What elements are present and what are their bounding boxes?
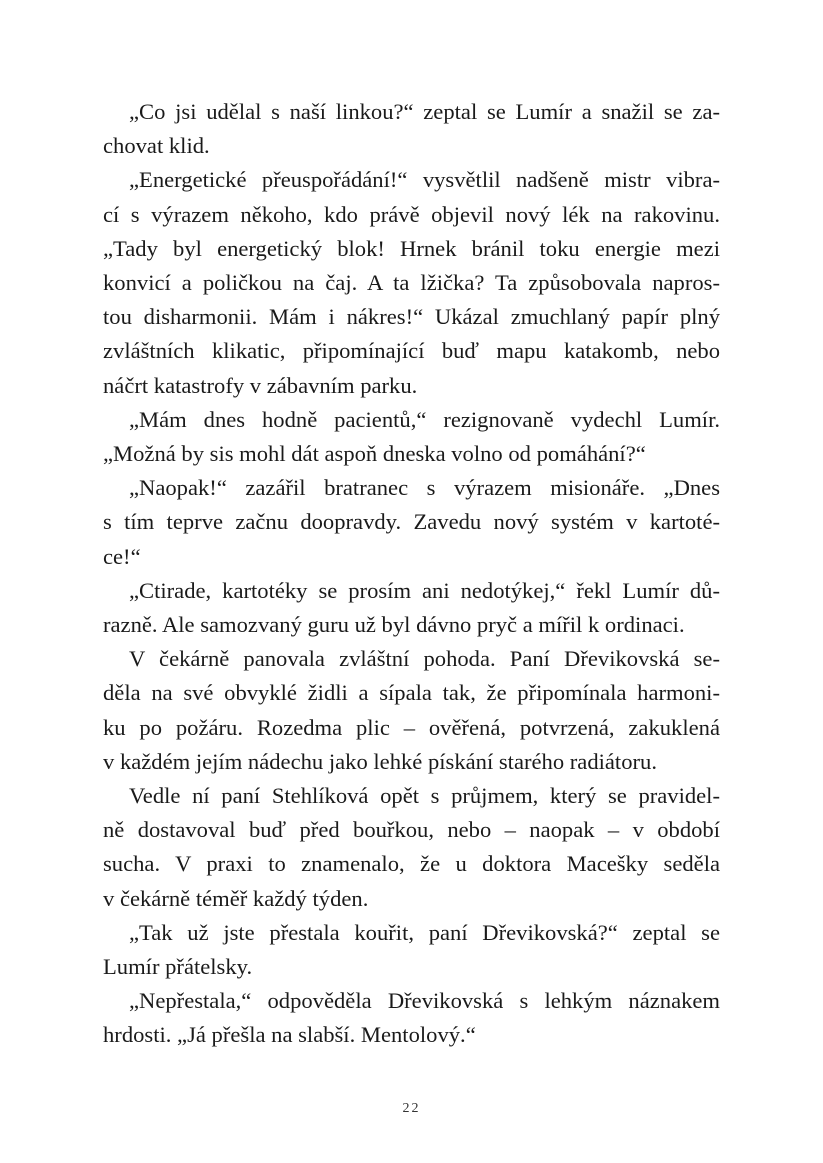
text-line: zvláštních klikatic, připomínající buď mapu katakomb, nebo — [103, 338, 720, 364]
text-line: „Nepřestala,“ odpověděla Dřevikovská s lehkým náznakem — [129, 988, 720, 1014]
paragraph — [103, 95, 720, 163]
paragraph — [103, 471, 720, 574]
text-line: chovat klid. — [103, 133, 210, 159]
text-line: razně. Ale samozvaný guru už byl dávno pryč a mířil k ordinaci. — [103, 612, 685, 638]
text-line: ně dostavoval buď před bouřkou, nebo – naopak – v období — [103, 817, 720, 843]
text-line: „Tady byl energetický blok! Hrnek bránil toku energie mezi — [103, 235, 720, 261]
text-line: náčrt katastrofy v zábavním parku. — [103, 372, 418, 398]
paragraph — [103, 642, 720, 779]
page-number: 22 — [402, 1101, 421, 1116]
text-line: „Mám dnes hodně pacientů,“ rezignovaně vydechl Lumír. — [129, 406, 720, 432]
text-line: „Co jsi udělal s naší linkou?“ zeptal se Lumír a snažil se za- — [129, 99, 720, 124]
text-line: „Ctirade, kartotéky se prosím ani nedotýkej,“ řekl Lumír dů- — [129, 577, 720, 603]
paragraph — [103, 163, 720, 402]
text-line: „Naopak!“ zazářil bratranec s výrazem misionáře. „Dnes — [129, 475, 720, 501]
text-line: konvicí a poličkou na čaj. A ta lžička? Ta způsobovala napros- — [103, 270, 720, 296]
paragraph — [103, 779, 720, 916]
text-line: děla na své obvyklé židli a sípala tak, že připomínala harmoni- — [103, 680, 720, 706]
paragraph — [103, 574, 720, 642]
text-line: v každém jejím nádechu jako lehké pískání starého radiátoru. — [103, 748, 657, 774]
body-text — [103, 95, 720, 1053]
text-line: v čekárně téměř každý týden. — [103, 885, 369, 911]
text-line: ku po požáru. Rozedma plic – ověřená, potvrzená, zakuklená — [103, 714, 720, 740]
text-line: Vedle ní paní Stehlíková opět s průjmem, který se pravidel- — [129, 783, 720, 809]
text-line: „Tak už jste přestala kouřit, paní Dřevikovská?“ zeptal se — [129, 919, 720, 945]
text-line: ce!“ — [103, 543, 141, 569]
text-line: hrdosti. „Já přešla na slabší. Mentolový.“ — [103, 1022, 476, 1048]
paragraph — [103, 916, 720, 984]
text-line: V čekárně panovala zvláštní pohoda. Paní Dřevikovská se- — [129, 646, 720, 672]
text-line: Lumír přátelsky. — [103, 954, 253, 980]
text-line: „Možná by sis mohl dát aspoň dneska volno od pomáhání?“ — [103, 441, 646, 467]
text-line: „Energetické přeuspořádání!“ vysvětlil nadšeně mistr vibra- — [129, 167, 720, 193]
text-line: sucha. V praxi to znamenalo, že u doktora Macešky seděla — [103, 851, 720, 877]
text-line: s tím teprve začnu doopravdy. Zavedu nový systém v kartoté- — [103, 509, 720, 535]
text-line: tou disharmonii. Mám i nákres!“ Ukázal zmuchlaný papír plný — [103, 304, 720, 330]
paragraph — [103, 403, 720, 471]
paragraph — [103, 984, 720, 1052]
text-line: cí s výrazem někoho, kdo právě objevil nový lék na rakovinu. — [103, 201, 720, 227]
